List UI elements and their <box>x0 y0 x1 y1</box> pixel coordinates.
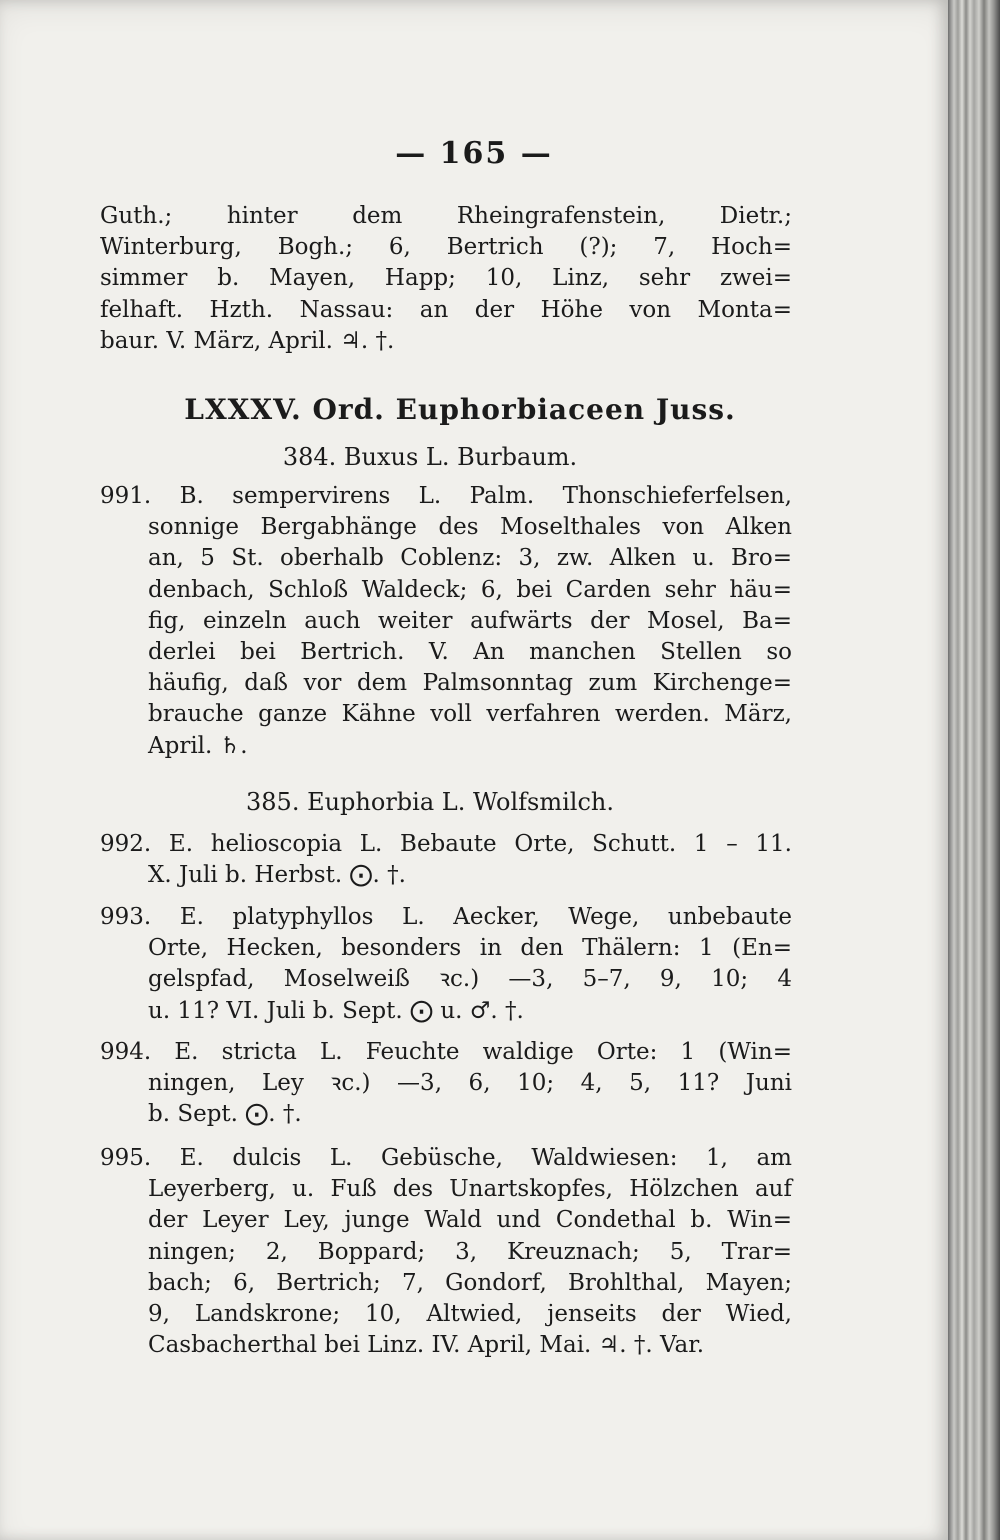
entry-994 <box>100 1037 792 1131</box>
text-line: bach; 6, Bertrich; 7, Gondorf, Brohlthal, Mayen; <box>148 1269 792 1296</box>
text-line: an, 5 St. oberhalb Coblenz: 3, zw. Alken u. Bro= <box>148 545 792 572</box>
text-line: 994. E. stricta L. Feuchte waldige Orte: 1 (Win= <box>100 1039 792 1065</box>
text-line: derlei bei Bertrich. V. An manchen Stellen so <box>148 639 792 666</box>
text-line: Casbacherthal bei Linz. IV. April, Mai. ♃. †. Var. <box>148 1332 705 1359</box>
book-page-edges <box>948 0 1000 1540</box>
order-heading: LXXXV. Ord. Euphorbiaceen Juss. <box>184 393 736 426</box>
intro-paragraph <box>100 201 792 357</box>
genus-heading-buxus: 384. Buxus L. Burbaum. <box>282 443 578 471</box>
text-line: u. 11? VI. Juli b. Sept. ⨀ u. ♂. †. <box>148 997 524 1024</box>
text-line: 991. B. sempervirens L. Palm. Thonschieferfelsen, <box>100 483 792 509</box>
text-line: häufig, daß vor dem Palmsonntag zum Kirchenge= <box>148 670 792 697</box>
text-line: fig, einzeln auch weiter aufwärts der Mosel, Ba= <box>148 607 792 634</box>
text-line: Orte, Hecken, besonders in den Thälern: 1 (En= <box>148 935 792 962</box>
entry-992 <box>100 829 792 891</box>
text-line: felhaft. Hzth. Nassau: an der Höhe von Monta= <box>100 296 792 323</box>
entry-991 <box>100 481 792 762</box>
text-line: baur. V. März, April. ♃. †. <box>100 327 395 354</box>
text-line: ningen, Ley ꝛc.) —3, 6, 10; 4, 5, 11? Juni <box>148 1070 792 1097</box>
text-line: 993. E. platyphyllos L. Aecker, Wege, unbebaute <box>100 904 792 930</box>
text-line: brauche ganze Kähne voll verfahren werden. März, <box>148 701 792 728</box>
text-line: X. Juli b. Herbst. ⨀. †. <box>148 862 406 889</box>
page-number: — 165 — <box>395 136 553 171</box>
text-line: sonnige Bergabhänge des Moselthales von Alken <box>148 514 792 541</box>
text-line: der Leyer Ley, junge Wald und Condethal b. Win= <box>148 1207 792 1234</box>
entry-995 <box>100 1143 792 1361</box>
entry-993 <box>100 902 792 1027</box>
text-line: ningen; 2, Boppard; 3, Kreuznach; 5, Trar= <box>148 1238 792 1265</box>
text-line: 995. E. dulcis L. Gebüsche, Waldwiesen: 1, am <box>100 1145 792 1171</box>
text-line: simmer b. Mayen, Happ; 10, Linz, sehr zwei= <box>100 265 792 292</box>
text-line: gelspfad, Moselweiß ꝛc.) —3, 5–7, 9, 10; 4 <box>148 966 792 993</box>
text-line: April. ♄. <box>148 732 248 759</box>
text-line: Winterburg, Bogh.; 6, Bertrich (?); 7, Hoch= <box>100 234 792 261</box>
text-line: 992. E. helioscopia L. Bebaute Orte, Schutt. 1 – 11. <box>100 831 792 857</box>
text-line: Leyerberg, u. Fuß des Unartskopfes, Hölzchen auf <box>148 1176 792 1203</box>
text-line: 9, Landskrone; 10, Altwied, jenseits der Wied, <box>148 1301 792 1328</box>
text-line: Guth.; hinter dem Rheingrafenstein, Dietr.; <box>100 203 792 229</box>
genus-heading-euphorbia: 385. Euphorbia L. Wolfsmilch. <box>246 788 614 816</box>
text-line: b. Sept. ⨀. †. <box>148 1101 302 1128</box>
text-line: denbach, Schloß Waldeck; 6, bei Carden sehr häu= <box>148 576 792 603</box>
